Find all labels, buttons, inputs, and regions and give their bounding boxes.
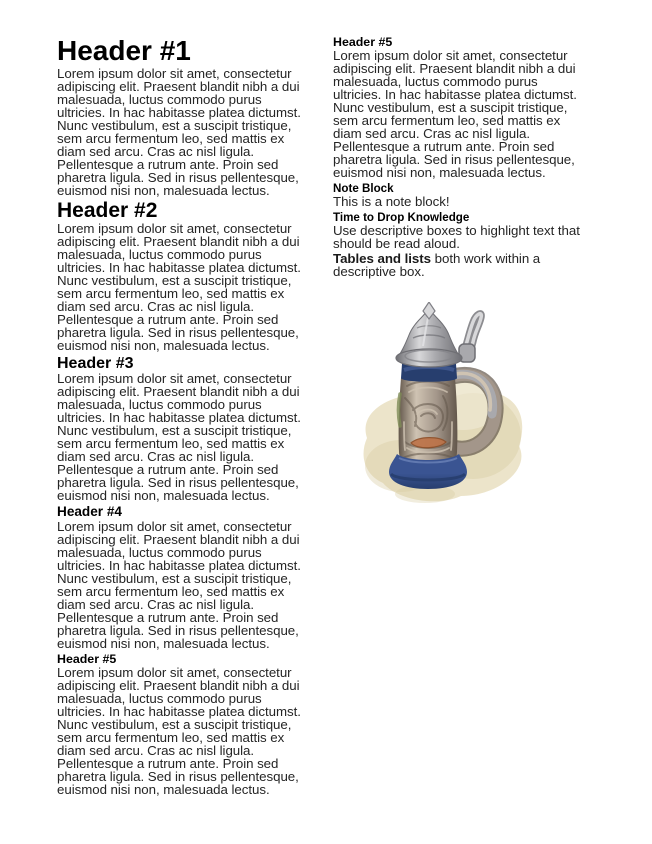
- green-accent: [399, 394, 401, 426]
- text-line: diam sed arcu. Cras ac nisl ligula.: [57, 299, 255, 314]
- text-line: Lorem ipsum dolor sit amet, consectetur: [57, 371, 292, 386]
- text-line: Pellentesque a rutrum ante. Proin sed: [57, 312, 279, 327]
- text-line: Nunc vestibulum, est a suscipit tristique,: [57, 570, 292, 586]
- text-line: diam sed arcu. Cras ac nisl ligula.: [57, 449, 255, 464]
- text-line: should be read aloud.: [333, 236, 460, 251]
- text-line: Pellentesque a rutrum ante. Proin sed: [57, 462, 279, 477]
- text-line: adipiscing elit. Praesent blandit nibh a dui: [57, 79, 300, 94]
- lorem-paragraph: [57, 520, 310, 650]
- text-line: Lorem ipsum dolor sit amet, consectetur: [57, 664, 292, 680]
- text-line: pharetra ligula. Sed in risus pellentesque,: [333, 152, 575, 167]
- text-line: pharetra ligula. Sed in risus pellentesque,: [57, 768, 299, 784]
- section-heading-h2: Header #2: [57, 199, 158, 222]
- text-line: sem arcu fermentum leo, sed mattis ex: [57, 729, 285, 745]
- text-line: euismod nisi non, malesuada lectus.: [57, 781, 270, 797]
- text-line: sem arcu fermentum leo, sed mattis ex: [57, 436, 285, 451]
- text-line: pharetra ligula. Sed in risus pellentesque,: [57, 622, 299, 638]
- section-heading-h5: Header #5: [333, 35, 393, 49]
- text-line: Lorem ipsum dolor sit amet, consectetur: [333, 48, 568, 63]
- text-line: Lorem ipsum dolor sit amet, consectetur: [57, 221, 292, 236]
- text-line: malesuada, luctus commodo purus: [57, 690, 262, 706]
- text-line: adipiscing elit. Praesent blandit nibh a dui: [57, 677, 300, 693]
- text-line: adipiscing elit. Praesent blandit nibh a dui: [57, 531, 300, 547]
- section-heading-h3: Header #3: [57, 355, 134, 372]
- section-heading-h5: Header #5: [57, 651, 117, 666]
- beer-stein-svg: [355, 302, 530, 507]
- text-line: diam sed arcu. Cras ac nisl ligula.: [57, 144, 255, 159]
- text-line: sem arcu fermentum leo, sed mattis ex: [333, 113, 561, 128]
- lorem-paragraph: [333, 49, 586, 179]
- text-line: malesuada, luctus commodo purus: [57, 397, 262, 412]
- text-line: malesuada, luctus commodo purus: [57, 92, 262, 107]
- tables-note-rest: both work within a: [430, 251, 541, 266]
- text-line: euismod nisi non, malesuada lectus.: [333, 165, 546, 180]
- text-line: Pellentesque a rutrum ante. Proin sed: [57, 609, 279, 625]
- text-line: adipiscing elit. Praesent blandit nibh a dui: [333, 61, 576, 76]
- text-line: Pellentesque a rutrum ante. Proin sed: [333, 139, 555, 154]
- text-line: adipiscing elit. Praesent blandit nibh a dui: [57, 234, 300, 249]
- text-line: euismod nisi non, malesuada lectus.: [57, 635, 270, 651]
- text-line: ultricies. In hac habitasse platea dictumst.: [57, 410, 301, 425]
- text-line: ultricies. In hac habitasse platea dictumst.: [57, 557, 301, 573]
- text-line: Lorem ipsum dolor sit amet, consectetur: [57, 518, 292, 534]
- text-line: sem arcu fermentum leo, sed mattis ex: [57, 286, 285, 301]
- text-line: pharetra ligula. Sed in risus pellentesque,: [57, 325, 299, 340]
- lorem-paragraph: [57, 67, 310, 197]
- text-line: sem arcu fermentum leo, sed mattis ex: [57, 131, 285, 146]
- note-block-heading: Note Block: [333, 182, 394, 195]
- text-line: diam sed arcu. Cras ac nisl ligula.: [57, 742, 255, 758]
- lorem-paragraph: [57, 666, 310, 796]
- text-line: pharetra ligula. Sed in risus pellentesque,: [57, 170, 299, 185]
- text-line: malesuada, luctus commodo purus: [57, 544, 262, 560]
- text-line: Nunc vestibulum, est a suscipit tristique,: [333, 100, 568, 115]
- text-line: diam sed arcu. Cras ac nisl ligula.: [333, 126, 531, 141]
- text-line: ultricies. In hac habitasse platea dictumst.: [57, 105, 301, 120]
- text-line: Pellentesque a rutrum ante. Proin sed: [57, 755, 279, 771]
- tables-note-line2: descriptive box.: [333, 264, 425, 279]
- text-line: malesuada, luctus commodo purus: [333, 74, 538, 89]
- tables-note: [333, 252, 586, 278]
- text-line: euismod nisi non, malesuada lectus.: [57, 183, 270, 198]
- text-line: Nunc vestibulum, est a suscipit tristique,: [57, 716, 292, 732]
- text-line: Nunc vestibulum, est a suscipit tristique,: [57, 273, 292, 288]
- text-line: malesuada, luctus commodo purus: [57, 247, 262, 262]
- left-column: [57, 36, 310, 844]
- knowledge-body: [333, 224, 586, 250]
- text-line: ultricies. In hac habitasse platea dictumst.: [333, 87, 577, 102]
- right-column: [333, 36, 586, 844]
- text-line: Nunc vestibulum, est a suscipit tristique,: [57, 118, 292, 133]
- text-line: adipiscing elit. Praesent blandit nibh a dui: [57, 384, 300, 399]
- text-line: pharetra ligula. Sed in risus pellentesque,: [57, 475, 299, 490]
- text-line: diam sed arcu. Cras ac nisl ligula.: [57, 596, 255, 612]
- lorem-paragraph: [57, 222, 310, 352]
- text-line: euismod nisi non, malesuada lectus.: [57, 488, 270, 503]
- text-line: euismod nisi non, malesuada lectus.: [57, 338, 270, 353]
- tables-note-bold: Tables and lists: [333, 251, 431, 266]
- beer-stein-illustration: [355, 302, 530, 507]
- text-line: sem arcu fermentum leo, sed mattis ex: [57, 583, 285, 599]
- text-line: ultricies. In hac habitasse platea dictumst.: [57, 260, 301, 275]
- text-line: Use descriptive boxes to highlight text that: [333, 223, 580, 238]
- note-block-body: This is a note block!: [333, 194, 450, 209]
- section-heading-h4: Header #4: [57, 504, 122, 519]
- text-line: Nunc vestibulum, est a suscipit tristique,: [57, 423, 292, 438]
- stein-body: [399, 378, 458, 466]
- knowledge-heading: Time to Drop Knowledge: [333, 211, 470, 224]
- stein-lid: [396, 302, 462, 367]
- text-line: ultricies. In hac habitasse platea dictumst.: [57, 703, 301, 719]
- section-heading-h1: Header #1: [57, 35, 191, 66]
- text-line: Pellentesque a rutrum ante. Proin sed: [57, 157, 279, 172]
- text-line: Lorem ipsum dolor sit amet, consectetur: [57, 66, 292, 81]
- lorem-paragraph: [57, 372, 310, 502]
